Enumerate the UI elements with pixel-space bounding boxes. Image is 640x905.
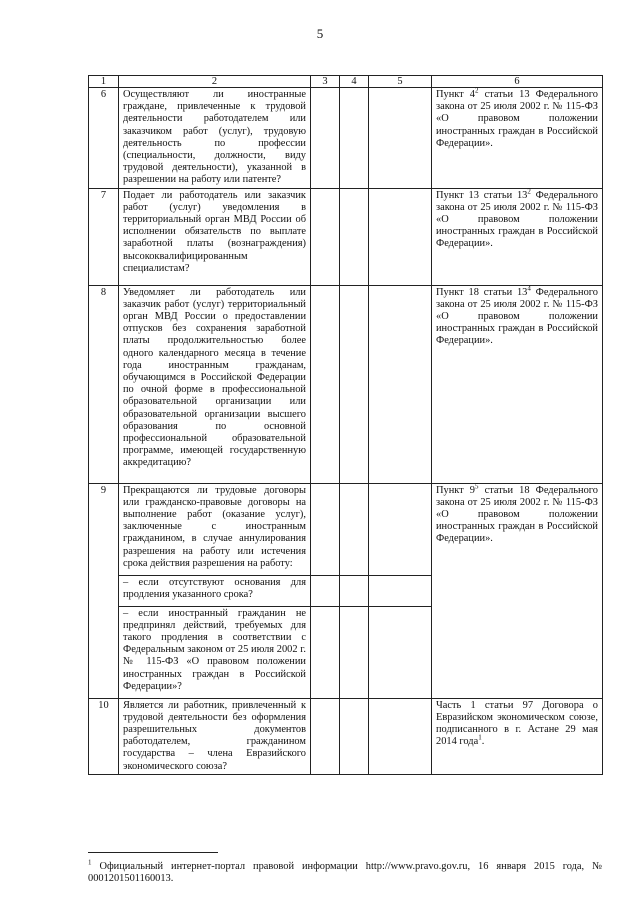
answer-cell-no[interactable] (340, 483, 369, 575)
footnote-text: Официальный интернет-портал правовой информации http://www.pravo.gov.ru, 16 января 2015 года, № 0001201501160013. (88, 861, 602, 884)
legal-source (432, 88, 603, 189)
source-text: Федерального закона от 25 июля 2002 г. № 115-ФЗ «О правовом положении иностранных граждан в Российской Федерации». (436, 286, 598, 347)
row-number: 10 (89, 698, 119, 774)
table-row (89, 188, 603, 285)
answer-cell-note[interactable] (369, 698, 432, 774)
answer-cell-yes[interactable] (311, 698, 340, 774)
question-text: Прекращаются ли трудовые договоры или гражданско-правовые договоры на выполнение работ (оказание услуг), заключенные с иностранным гражданином, в случае аннулирования разрешения на работу или истечения срока действия разрешения на работу: (119, 483, 311, 575)
header-cell: 5 (369, 76, 432, 88)
legal-source (432, 483, 603, 698)
answer-cell-yes[interactable] (311, 88, 340, 189)
source-text: Пункт 4 (436, 89, 475, 100)
answer-cell-note[interactable] (369, 285, 432, 483)
source-text: Пункт 9 (436, 484, 475, 496)
source-superscript: 4 (527, 284, 531, 293)
source-text: Пункт 18 статьи 13 (436, 286, 528, 298)
legal-source (432, 188, 603, 285)
header-cell: 4 (340, 76, 369, 88)
source-text: статьи 18 Федерального закона от 25 июля 2002 г. № 115-ФЗ «О правовом положении иностранных граждан в Российской Федерации». (436, 484, 598, 545)
source-text: Пункт 13 статьи 13 (436, 189, 528, 201)
footnote-mark: 1 (88, 858, 92, 867)
row-number: 6 (89, 88, 119, 189)
header-cell: 6 (432, 76, 603, 88)
answer-cell-no[interactable] (340, 88, 369, 189)
header-cell: 3 (311, 76, 340, 88)
table-header-row (89, 76, 603, 88)
answer-cell-yes[interactable] (311, 606, 340, 698)
source-superscript: 1 (478, 733, 482, 742)
source-superscript: 5 (475, 482, 479, 491)
sub-question-text: – если отсутствуют основания для продления указанного срока? (119, 575, 311, 606)
page-number: 5 (316, 26, 324, 41)
question-text: Осуществляют ли иностранные граждане, привлеченные к трудовой деятельности работодателем или заказчиком работ (услуг), трудовую деятельность по профессии (специальности, должности, виду трудовой деятельности), указанной в разрешении на работу или патенте? (119, 88, 311, 189)
source-text: . (481, 736, 485, 748)
source-text: Часть 1 статьи 97 Договора о Евразийском экономическом союзе, подписанного в г. Астане 29 мая 2014 года (436, 699, 598, 748)
row-number: 7 (89, 188, 119, 285)
answer-cell-no[interactable] (340, 285, 369, 483)
answer-cell-no[interactable] (340, 575, 369, 606)
answer-cell-note[interactable] (369, 606, 432, 698)
table-row (89, 88, 603, 189)
answer-cell-note[interactable] (369, 88, 432, 189)
answer-cell-note[interactable] (369, 188, 432, 285)
header-cell: 1 (89, 76, 119, 88)
answer-cell-yes[interactable] (311, 483, 340, 575)
source-text: статьи 13 Федерального закона от 25 июля 2002 г. № 115-ФЗ «О правовом положении иностранных граждан в Российской Федерации». (436, 89, 598, 149)
answer-cell-yes[interactable] (311, 285, 340, 483)
answer-cell-note[interactable] (369, 575, 432, 606)
answer-cell-no[interactable] (340, 606, 369, 698)
question-text: Уведомляет ли работодатель или заказчик работ (услуг) территориальный орган МВД России о предоставлении отпусков без сохранения заработной платы продолжительностью более одного календарного месяца в течение года иностранным гражданам, обучающимся в Российской Федерации по очной форме в профессиональной образовательной организации или образовательной организации высшего образования по основной профессиональной образовательной программе, имеющей государственную аккредитацию? (119, 285, 311, 483)
answer-cell-no[interactable] (340, 698, 369, 774)
footnote (88, 858, 602, 885)
answer-cell-yes[interactable] (311, 575, 340, 606)
source-text: Федерального закона от 25 июля 2002 г. № 115-ФЗ «О правовом положении иностранных граждан в Российской Федерации». (436, 189, 598, 250)
answer-cell-no[interactable] (340, 188, 369, 285)
answer-cell-note[interactable] (369, 483, 432, 575)
row-number: 9 (89, 483, 119, 698)
source-superscript: 2 (527, 187, 531, 196)
footnote-divider (88, 852, 218, 853)
question-text: Подает ли работодатель или заказчик работ (услуг) уведомления в территориальный орган МВД России об исполнении обязательств по выплате заработной платы (вознаграждения) высококвалифицированным специалистам? (119, 188, 311, 285)
answer-cell-yes[interactable] (311, 188, 340, 285)
sub-question-text: – если иностранный гражданин не предпринял действий, требуемых для такого продления в соответствии с Федеральным законом от 25 июля 2002 г. № 115-ФЗ «О правовом положении иностранных граждан в Российской Федерации»? (119, 606, 311, 698)
header-cell: 2 (119, 76, 311, 88)
checklist-table (88, 75, 603, 775)
row-number: 8 (89, 285, 119, 483)
table-row (89, 285, 603, 483)
table-row (89, 698, 603, 774)
question-text: Является ли работник, привлеченный к трудовой деятельности без оформления разрешительных документов работодателем, гражданином государства – члена Евразийского экономического союза? (119, 698, 311, 774)
source-superscript: 2 (475, 86, 479, 95)
table-row (89, 483, 603, 575)
legal-source (432, 285, 603, 483)
legal-source (432, 698, 603, 774)
